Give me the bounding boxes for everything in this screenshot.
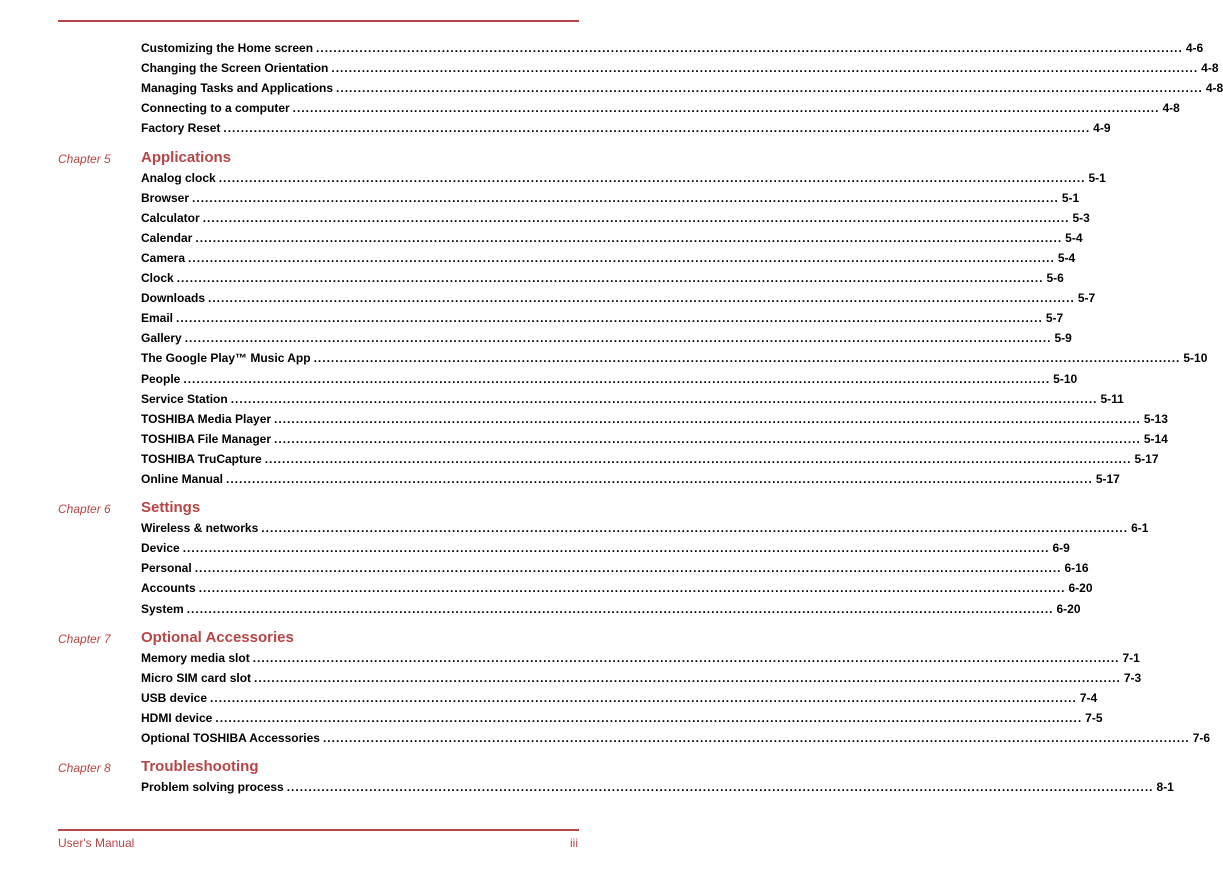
toc-entry-page: 7-3 [1123,670,1142,685]
toc-entry-page: 4-6 [1185,41,1204,55]
toc-entry[interactable] [141,310,1064,326]
toc-entry-page: 5-14 [1143,431,1168,446]
toc-entry-title: TOSHIBA File Manager [141,431,272,446]
toc-entry[interactable] [141,60,1219,76]
toc-entry-title: Changing the Screen Orientation [141,61,329,76]
toc-entry[interactable] [141,601,1081,617]
toc-entry-page: 4-8 [1205,81,1223,96]
toc-leader-dots: ........................................................................................................................................................................................................ [252,650,1120,665]
toc-entry[interactable] [141,190,1080,206]
toc-entry-title: Micro SIM card slot [141,670,252,685]
toc-leader-dots: ........................................................................................................................................................................................................ [313,351,1181,366]
toc-entry-title: Analog clock [141,170,216,185]
toc-entry-title: Device [141,541,180,556]
toc-entry[interactable] [141,40,1204,56]
toc-leader-dots: ........................................................................................................................................................................................................ [194,561,1062,576]
toc-leader-dots: ........................................................................................................................................................................................................ [322,731,1190,745]
toc-leader-dots: ........................................................................................................................................................................................................ [182,541,1050,556]
toc-entry-page: 5-7 [1077,291,1096,306]
toc-entry-page: 6-9 [1052,541,1070,556]
toc-leader-dots: ........................................................................................................................................................................................................ [208,291,1075,306]
toc-entry-page: 7-5 [1085,710,1103,725]
toc-entry[interactable] [141,779,1174,795]
toc-entry-title: Clock [141,271,174,285]
toc-entry-page: 4-8 [1201,61,1219,76]
toc-entry-page: 5-6 [1046,271,1064,285]
toc-entry[interactable] [141,451,1159,467]
toc-leader-dots: ........................................................................................................................................................................................................ [195,230,1063,245]
toc-leader-dots: ........................................................................................................................................................................................................ [226,472,1093,486]
toc-leader-dots: ........................................................................................................................................................................................................ [264,451,1132,466]
toc-entry-title: Online Manual [141,472,224,486]
toc-entry-page: 5-11 [1100,391,1124,406]
toc-leader-dots: ........................................................................................................................................................................................................ [230,391,1098,406]
chapter-title[interactable]: Applications [141,148,232,166]
toc-leader-dots: ........................................................................................................................................................................................................ [331,61,1199,76]
toc-entry-page: 5-13 [1143,411,1168,426]
toc-entry-page: 5-9 [1054,331,1072,346]
toc-leader-dots: ........................................................................................................................................................................................................ [202,210,1070,225]
toc-leader-dots: ........................................................................................................................................................................................................ [210,690,1077,705]
toc-entry-title: Email [141,311,174,326]
chapter-title[interactable]: Troubleshooting [141,758,259,776]
toc-entry-page: 5-7 [1045,311,1064,326]
toc-entry[interactable] [141,350,1208,366]
toc-entry-title: Memory media slot [141,650,250,665]
toc-entry[interactable] [141,230,1083,246]
toc-leader-dots: ........................................................................................................................................................................................................ [274,431,1141,446]
toc-entry[interactable] [141,471,1120,487]
footer-rule [58,829,579,831]
toc-leader-dots: ........................................................................................................................................................................................................ [176,311,1043,326]
toc-entry-title: Service Station [141,391,228,406]
toc-entry-page: 4-8 [1162,101,1180,116]
toc-entry[interactable] [141,120,1111,136]
toc-entry-title: TOSHIBA Media Player [141,411,272,426]
toc-entry[interactable] [141,170,1106,186]
toc-entry-page: 7-1 [1122,650,1140,665]
toc-leader-dots: ........................................................................................................................................................................................................ [192,190,1059,205]
toc-entry[interactable] [141,730,1211,746]
toc-entry-title: Calculator [141,210,200,225]
toc-leader-dots: ........................................................................................................................................................................................................ [261,521,1129,536]
toc-entry-page: 5-10 [1183,351,1208,366]
chapter-label: Chapter 8 [58,761,111,776]
toc-leader-dots: ........................................................................................................................................................................................................ [215,710,1083,725]
chapter-label: Chapter 6 [58,502,111,517]
toc-entry[interactable] [141,650,1140,666]
chapter-label: Chapter 7 [58,631,111,646]
toc-leader-dots: ........................................................................................................................................................................................................ [336,81,1203,96]
toc-entry-title: Downloads [141,291,206,306]
toc-entry-page: 5-4 [1065,230,1083,245]
toc-entry[interactable] [141,560,1089,576]
toc-entry[interactable] [141,540,1070,556]
chapter-title[interactable]: Optional Accessories [141,628,294,646]
toc-leader-dots: ........................................................................................................................................................................................................ [186,601,1054,616]
toc-entry-title: Optional TOSHIBA Accessories [141,731,320,745]
toc-entry[interactable] [141,100,1180,116]
toc-entry-page: 5-1 [1061,190,1080,205]
toc-entry-title: The Google Play™ Music App [141,351,311,366]
toc-entry-page: 5-1 [1088,170,1106,185]
toc-leader-dots: ........................................................................................................................................................................................................ [223,121,1091,136]
toc-entry[interactable] [141,250,1076,266]
toc-entry-page: 7-6 [1192,731,1211,745]
toc-leader-dots: ........................................................................................................................................................................................................ [198,581,1066,596]
toc-entry-page: 7-4 [1079,690,1098,705]
footer-page-number: iii [570,836,578,850]
toc-entry-title: People [141,371,181,386]
toc-entry-page: 6-20 [1056,601,1081,616]
toc-leader-dots: ........................................................................................................................................................................................................ [286,780,1154,795]
toc-entry[interactable] [141,210,1090,226]
toc-leader-dots: ........................................................................................................................................................................................................ [176,271,1044,285]
toc-entry-title: Personal [141,561,192,576]
toc-entry-title: Gallery [141,331,182,346]
toc-entry[interactable] [141,670,1142,686]
toc-entry[interactable] [141,391,1124,407]
toc-entry-page: 6-1 [1131,521,1149,536]
toc-entry[interactable] [141,710,1103,726]
toc-leader-dots: ........................................................................................................................................................................................................ [184,331,1052,346]
toc-entry-title: Wireless & networks [141,521,259,536]
toc-entry-title: Connecting to a computer [141,101,290,116]
chapter-label: Chapter 5 [58,151,111,166]
toc-entry-title: Camera [141,250,186,265]
toc-entry[interactable] [141,270,1064,286]
toc-entry-title: Problem solving process [141,780,284,795]
toc-entry-page: 5-4 [1057,250,1076,265]
toc-entry-title: Browser [141,190,190,205]
toc-leader-dots: ........................................................................................................................................................................................................ [183,371,1051,386]
toc-entry-title: Customizing the Home screen [141,41,314,55]
toc-entry-title: USB device [141,690,208,705]
toc-leader-dots: ........................................................................................................................................................................................................ [274,411,1141,426]
toc-entry[interactable] [141,411,1168,427]
toc-entry[interactable] [141,330,1072,346]
toc-entry-page: 4-9 [1093,121,1111,136]
toc-entry-title: TOSHIBA TruCapture [141,451,262,466]
toc-entry-page: 5-3 [1072,210,1090,225]
toc-entry-title: Accounts [141,581,196,596]
toc-entry-title: Managing Tasks and Applications [141,81,334,96]
toc-leader-dots: ........................................................................................................................................................................................................ [254,670,1121,685]
toc-entry-page: 5-10 [1053,371,1078,386]
toc-entry[interactable] [141,431,1168,447]
toc-leader-dots: ........................................................................................................................................................................................................ [292,101,1160,116]
toc-leader-dots: ........................................................................................................................................................................................................ [188,250,1055,265]
toc-entry-page: 5-17 [1134,451,1159,466]
toc-entry-page: 5-17 [1095,472,1120,486]
toc-entry-title: HDMI device [141,710,213,725]
toc-entry-page: 8-1 [1156,780,1174,795]
toc-entry[interactable] [141,371,1078,387]
toc-entry[interactable] [141,520,1149,536]
header-rule [58,20,579,22]
toc-entry[interactable] [141,580,1093,596]
footer-manual-title: User's Manual [58,836,135,850]
toc-leader-dots: ........................................................................................................................................................................................................ [316,41,1183,55]
toc-entry[interactable] [141,290,1096,306]
toc-entry-title: Factory Reset [141,121,221,136]
toc-entry-title: System [141,601,184,616]
toc-entry[interactable] [141,690,1098,706]
toc-entry-page: 6-20 [1068,581,1093,596]
toc-entry-page: 6-16 [1064,561,1089,576]
toc-entry-title: Calendar [141,230,193,245]
chapter-title[interactable]: Settings [141,499,201,517]
toc-entry[interactable] [141,80,1223,96]
toc-leader-dots: ........................................................................................................................................................................................................ [218,170,1086,185]
